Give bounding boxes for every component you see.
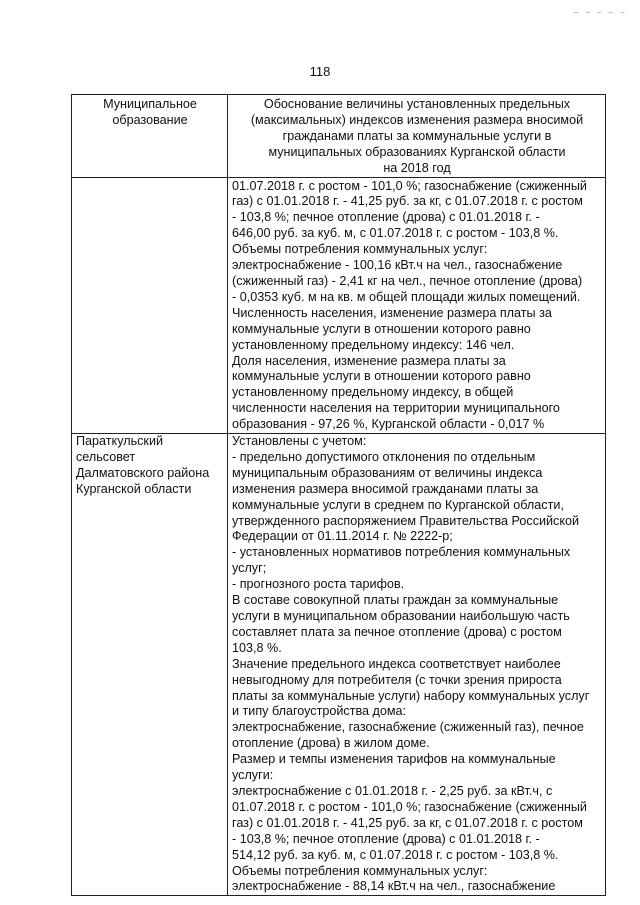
scan-corner-mark: ~ ~ ~ ~ ~ (573, 8, 626, 17)
justification-cell: 01.07.2018 г. с ростом - 101,0 %; газоснабжение (сжиженный газ) с 01.01.2018 г. - 41,25 руб. за кг, с 01.07.2018 г. с ростом - 103,8 %; печное отопление (дрова) с 01.01.2018 г. - 646,00 руб. за куб. м, с 01.07.2018 г. с ростом - 103,8 %. Объемы потребления коммунальных услуг: электроснабжение - 100,16 кВт.ч на чел., газоснабжение (сжиженный газ) - 2,41 кг на чел., печное отопление (дрова) - 0,0353 куб. м на кв. м общей площади жилых помещений. Численность населения, изменение размера платы за коммунальные услуги в отношении которого равно установленному предельному индексу: 146 чел. Доля населения, изменение размера платы за коммунальные услуги в отношении которого равно установленному предельному индексу, в общей численности населения на территории муниципального образования - 97,26 %, Курганской области - 0,017 % (228, 177, 606, 434)
page-number: 118 (309, 64, 331, 79)
header-justification: Обоснование величины установленных предельных (максимальных) индексов изменения размера вносимой гражданами платы за коммунальные услуги в муниципальных образованиях Курганской области на 2018 год (228, 95, 606, 178)
table-body (72, 177, 606, 896)
municipality-cell (72, 177, 228, 434)
table-header (72, 95, 606, 178)
municipal-index-table (71, 94, 606, 896)
table-row (72, 177, 606, 434)
municipality-cell: Параткульский сельсовет Далматовского района Курганской области (72, 434, 228, 896)
table-header-row (72, 95, 606, 178)
header-municipality: Муниципальное образование (72, 95, 228, 178)
table-row (72, 434, 606, 896)
justification-cell: Установлены с учетом: - предельно допустимого отклонения по отдельным муниципальным образованиям от величины индекса изменения размера вносимой гражданами платы за коммунальные услуги в среднем по Курганской области, утвержденного распоряжением Правительства Российской Федерации от 01.11.2014 г. № 2222-р; - установленных нормативов потребления коммунальных услуг; - прогнозного роста тарифов. В составе совокупной платы граждан за коммунальные услуги в муниципальном образовании наибольшую часть составляет плата за печное отопление (дрова) с ростом 103,8 %. Значение предельного индекса соответствует наиболее невыгодному для потребителя (с точки зрения прироста платы за коммунальные услуги) набору коммунальных услуг и типу благоустройства дома: электроснабжение, газоснабжение (сжиженный газ), печное отопление (дрова) в жилом доме. Размер и темпы изменения тарифов на коммунальные услуги: электроснабжение с 01.01.2018 г. - 2,25 руб. за кВт.ч, с 01.07.2018 г. с ростом - 101,0 %; газоснабжение (сжиженный газ) с 01.01.2018 г. - 41,25 руб. за кг, с 01.07.2018 г. с ростом - 103,8 %; печное отопление (дрова) с 01.01.2018 г. - 514,12 руб. за куб. м, с 01.07.2018 г. с ростом - 103,8 %. Объемы потребления коммунальных услуг: электроснабжение - 88,14 кВт.ч на чел., газоснабжение (228, 434, 606, 896)
